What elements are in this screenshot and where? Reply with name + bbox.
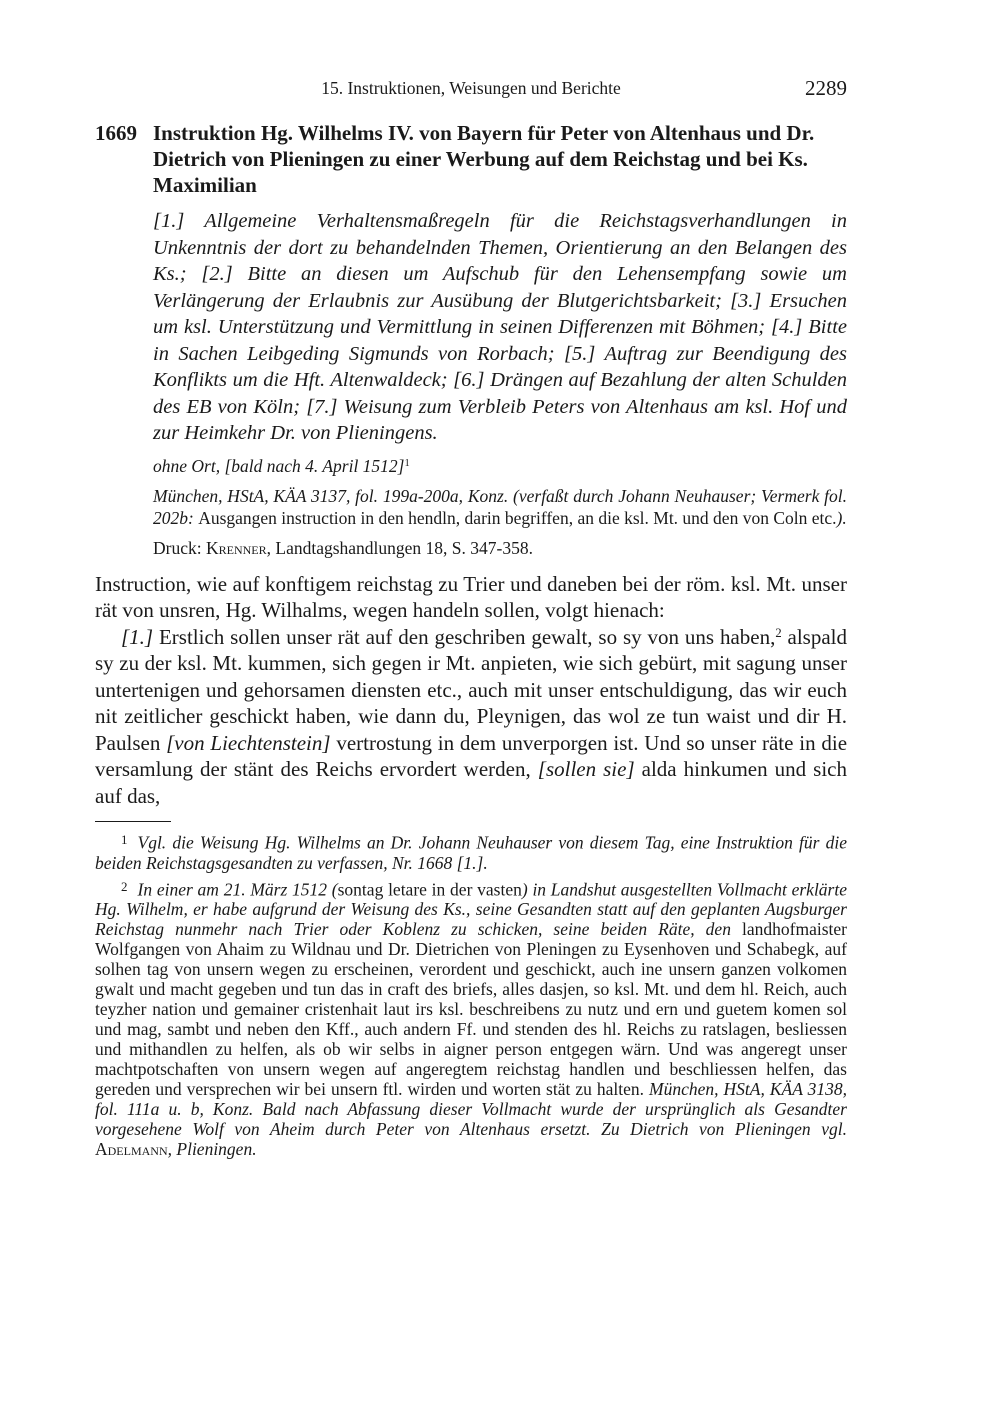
footnote-text: ) in Landshut ausgestellten Vollmacht erklärte Hg. Wilhelm, er habe aufgrund der Weisung des Ks., seine Gesandten statt auf den geplanten Augsburger Reichstag nunmehr nach Trier oder Koblenz zu schicken, seine beiden Räte, den [95, 879, 847, 940]
footnote-mark: 2 [121, 878, 128, 894]
document-page [95, 78, 847, 1163]
main-text-segment: Erstlich sollen unser rät auf den geschriben gewalt, so sy von uns haben, [153, 624, 776, 649]
running-head [95, 78, 847, 108]
footnote-text: , Plieningen. [167, 1139, 257, 1160]
footnote-1 [95, 830, 847, 873]
source-quote: Ausgangen instruction in den hendln, darin begriffen, an die ksl. Mt. und den von Coln etc. [198, 507, 837, 528]
main-text-segment: alda hinkumen und sich auf das, [95, 757, 848, 808]
footnote-2 [95, 877, 847, 1160]
section-label: [1.] [121, 624, 154, 649]
footnote-ref-1: 1 [404, 457, 410, 469]
main-text [95, 571, 847, 810]
footnote-mark: 1 [121, 832, 128, 847]
main-paragraph-intro: Instruction, wie auf konftigem reichstag zu Trier und daneben bei der röm. ksl. Mt. unser rät von unsren, Hg. Wilhalms, wegen handeln sollen, volgt hienach: [95, 571, 847, 622]
document-entry [95, 120, 847, 559]
source-archive: München, HStA, KÄA 3137, fol. 199a-200a, Konz. (verfaßt durch Johann Neuhauser; Vermerk fol. 202b: [153, 485, 847, 528]
footnote-text: München, HStA, KÄA 3138, fol. 111a u. b, Konz. Bald nach Abfassung dieser Vollmacht wurde der ursprünglich als Gesandter vorgesehene Wolf von Aheim durch Peter von Altenhaus ersetzt. Zu Dietrich von Plieningen vgl. [95, 1079, 847, 1140]
document-number: 1669 [95, 121, 137, 145]
footnote-text: In einer am 21. März 1512 ( [137, 879, 338, 900]
editorial-insertion: [von Liechtenstein] [166, 730, 331, 755]
footnote-ref-2: 2 [775, 625, 782, 640]
document-title: Instruktion Hg. Wilhelms IV. von Bayern für Peter von Altenhaus und Dr. Dietrich von Plieningen zu einer Werbung auf dem Reichstag und bei Ks. Maximilian [153, 121, 815, 197]
footnote-quote: sontag letare in der vasten [337, 879, 522, 900]
page-number: 2289 [805, 76, 847, 100]
print-label: Druck: [153, 537, 206, 558]
regest: [1.] Allgemeine Verhaltensmaßregeln für die Reichstagsverhandlungen in Unkenntnis der dort zu behandelnden Themen, Orientierung an den Belangen des Ks.; [2.] Bitte an diesen um Aufschub für den Lehensempfang sowie um Verlängerung der Erlaubnis zur Ausübung der Blutgerichtsbarkeit; [3.] Ersuchen um ksl. Unterstützung und Vermittlung in seinen Differenzen mit Böhmen; [4.] Bitte in Sachen Leibgeding Sigmunds von Rorbach; [5.] Auftrag zur Beendigung des Konflikts um die Hft. Altenwaldeck; [6.] Drängen auf Bezahlung der alten Schulden des EB von Köln; [7.] Weisung zum Verbleib Peters von Altenhaus am ksl. Hof und zur Heimkehr Dr. von Plieningens. [153, 210, 847, 444]
main-text-segment: alspald sy zu der ksl. Mt. kummen, sich gegen ir Mt. anpieten, wie sich gebürt, mit sagung unser untertenigen und gehorsamen diensten etc., auch mit unser entschuldigung, das wir euch nit zeitlicher geschickt haben, wie dann du, Pleynigen, das wol ze tun waist und dir H. Paulsen [95, 624, 847, 755]
print-line [153, 537, 847, 559]
print-reference: , Landtagshandlungen 18, S. 347-358. [266, 537, 533, 558]
main-text-segment: vertrostung in dem unverporgen ist. Und so unser räte in die versamlung der stänt des Reichs ervordert werden, [95, 730, 848, 781]
print-author: Krenner [205, 537, 267, 558]
source-line [153, 485, 847, 529]
document-header-body [153, 120, 847, 559]
footnote-divider [95, 821, 171, 822]
editorial-insertion: [sollen sie] [537, 757, 635, 781]
footnote-text: Vgl. die Weisung Hg. Wilhelms an Dr. Johann Neuhauser von diesem Tag, eine Instruktion für die beiden Reichstagsgesandten zu verfassen, Nr. 1668 [1.]. [95, 832, 847, 873]
source-close: ). [836, 507, 847, 528]
footnote-author: Adelmann [95, 1139, 168, 1160]
main-paragraph-1 [95, 624, 847, 810]
date-text: ohne Ort, [bald nach 4. April 1512] [153, 455, 405, 476]
running-title: 15. Instruktionen, Weisungen und Berichte [321, 78, 621, 98]
date-line [153, 455, 847, 477]
footnote-quote: landhofmaister Wolfgangen von Ahaim zu Wildnau und Dr. Dietrichen von Pleningen zu Eysenhoven und Schabegk, auf solhen tag von unsern wegen zu erscheinen, verordent und geschickt, auch ine unsern ganzen volkomen gwalt und macht gegeben und tun das in craft des briefs, alles dasjen, so ksl. Mt. und dem hl. Reich, auch teyzher nation und gemainer cristenhait laut irs ksl. beschreibens zu nutz und ern und guetem komen sol und mag, sambt und neben den Kff., auch andern Ff. und stenden des hl. Reichs zu ratslagen, besliessen und mithandlen zu helfen, als ob wir selbs in aigner person entgegen wärn. Und was angeregt unser machtpotschaften von unsern wegen auf angeregtem reichstag handlen und beschliessen helfen, das gereden und versprechen wir bei unsern ftl. wirden und worten stät zu halten. [95, 919, 847, 1100]
footnotes [95, 830, 847, 1159]
